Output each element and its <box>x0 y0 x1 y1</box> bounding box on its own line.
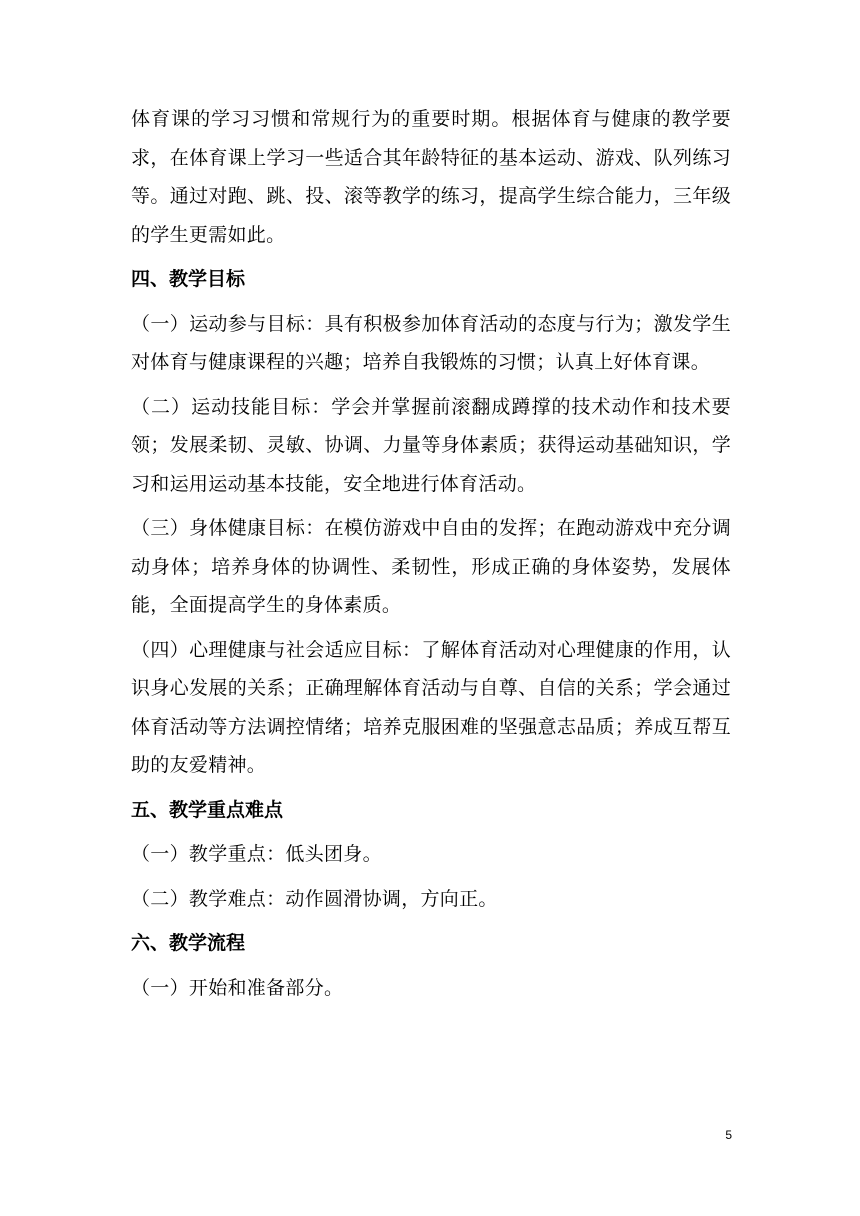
objective-participation: （一）运动参与目标：具有积极参加体育活动的态度与行为；激发学生对体育与健康课程的兴趣；培养自我锻炼的习惯；认真上好体育课。 <box>131 312 731 373</box>
key-point-difficulty: （二）教学难点：动作圆滑协调，方向正。 <box>131 887 498 910</box>
document-body <box>131 100 731 1007</box>
key-point-focus: （一）教学重点：低头团身。 <box>131 843 382 865</box>
objective-physical-health: （三）身体健康目标：在模仿游戏中自由的发挥；在跑动游戏中充分调动身体；培养身体的协调性、柔韧性，形成正确的身体姿势，发展体能，全面提高学生的身体素质。 <box>131 517 731 616</box>
section-heading-objectives: 四、教学目标 <box>131 268 246 290</box>
process-step-start: （一）开始和准备部分。 <box>131 976 344 999</box>
section-heading-process: 六、教学流程 <box>131 932 246 954</box>
objective-mental-health: （四）心理健康与社会适应目标：了解体育活动对心理健康的作用，认识身心发展的关系；正确理解体育活动与自尊、自信的关系；学会通过体育活动等方法调控情绪；培养克服困难的坚强意志品质；养成互帮互助的友爱精神。 <box>131 638 731 776</box>
intro-paragraph: 体育课的学习习惯和常规行为的重要时期。根据体育与健康的教学要求，在体育课上学习一些适合其年龄特征的基本运动、游戏、队列练习等。通过对跑、跳、投、滚等教学的练习，提高学生综合能力，三年级的学生更需如此。 <box>131 108 731 246</box>
page-number: 5 <box>725 1128 732 1142</box>
section-heading-key-points: 五、教学重点难点 <box>131 798 284 821</box>
objective-skills: （二）运动技能目标：学会并掌握前滚翻成蹲撑的技术动作和技术要领；发展柔韧、灵敏、协调、力量等身体素质；获得运动基础知识，学习和运用运动基本技能，安全地进行体育活动。 <box>131 395 731 495</box>
